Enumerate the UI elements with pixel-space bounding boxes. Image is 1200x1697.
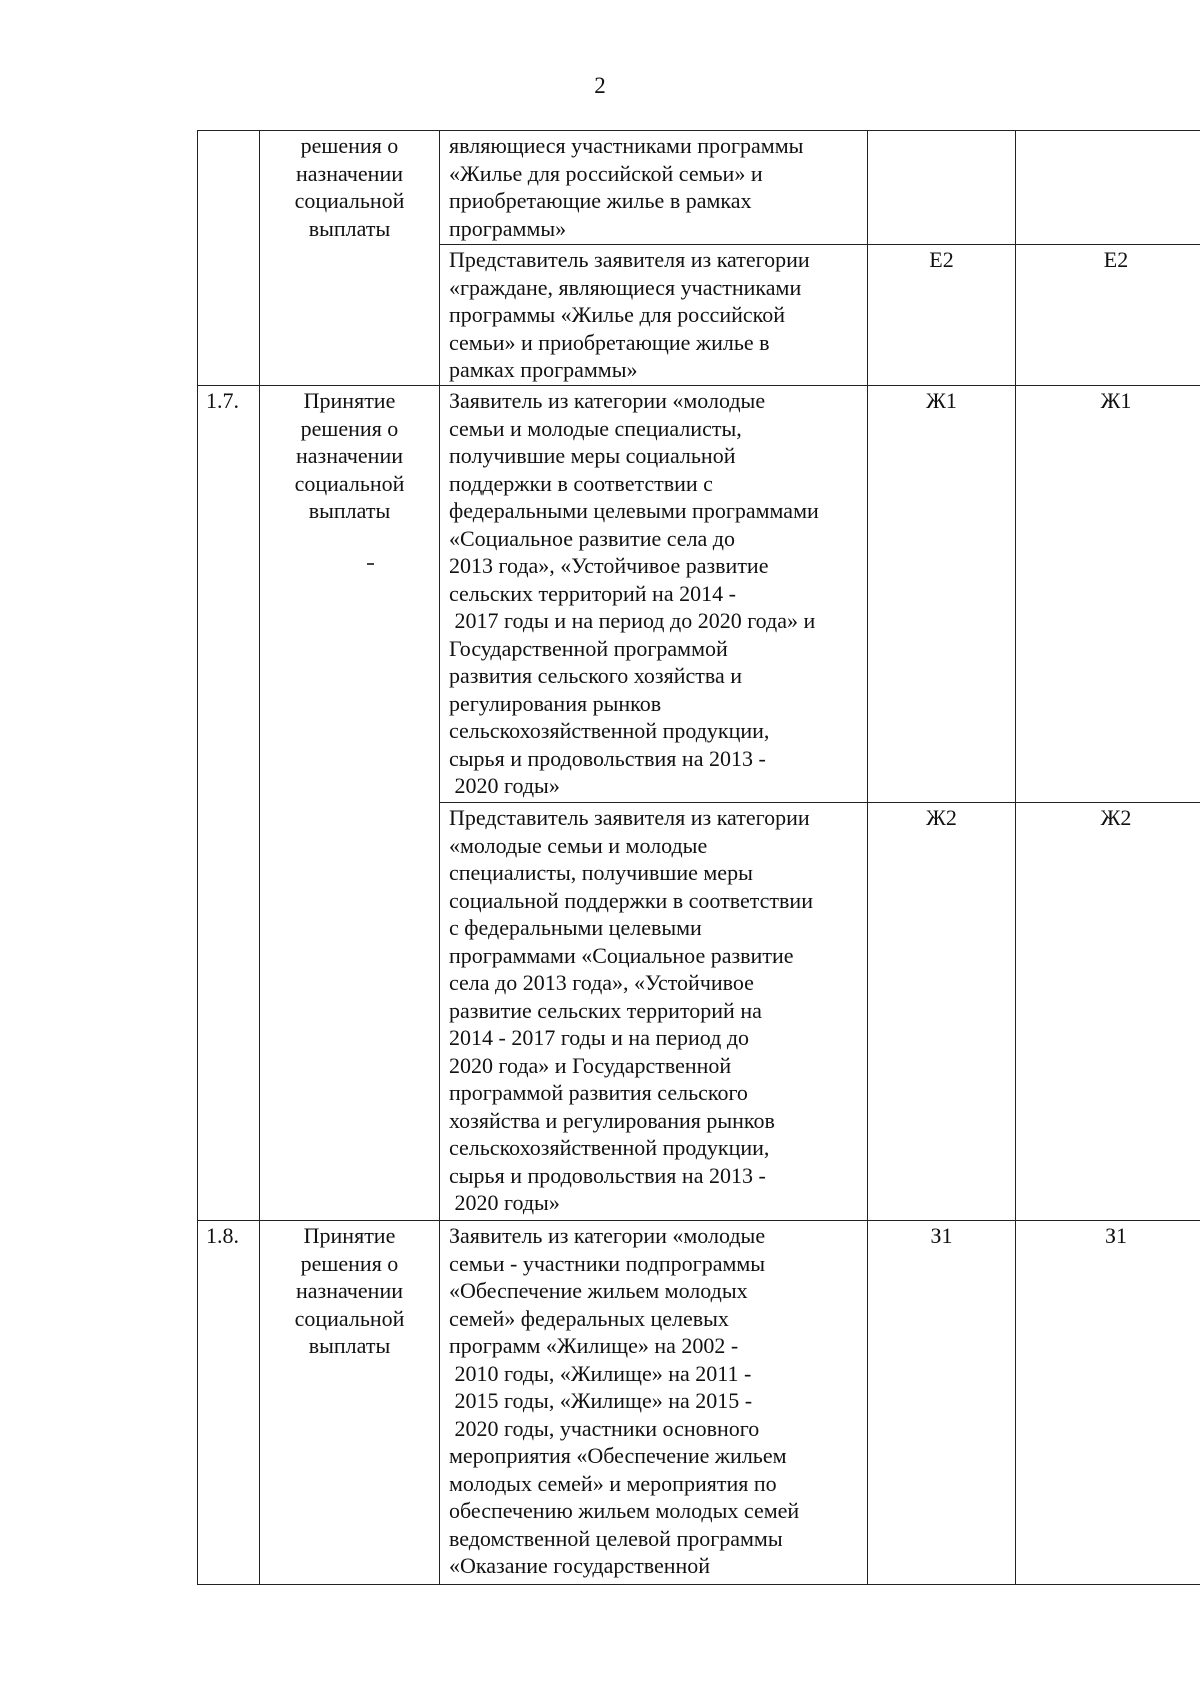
action-line: решения о <box>300 1250 399 1276</box>
description-cell <box>440 386 868 803</box>
page-number: 2 <box>594 73 606 98</box>
description-line: «Обеспечение жильем молодых <box>449 1278 748 1303</box>
services-table <box>197 130 1200 1585</box>
action-line: социальной <box>294 188 405 213</box>
row-number-cell: 1.7. <box>198 386 260 1221</box>
description-line: «Оказание государственной <box>449 1553 711 1578</box>
code-cell-a: З1 <box>868 1221 1016 1585</box>
description-line: 2013 года», «Устойчивое развитие <box>449 553 769 578</box>
description-line: поддержки в соответствии с <box>449 470 713 496</box>
description-line: семьи и молодые специалисты, <box>449 415 742 441</box>
description-line: Государственной программой <box>449 635 728 661</box>
description-line: 2015 годы, «Жилище» на 2015 - <box>449 1388 753 1413</box>
row-number-cell <box>198 131 260 386</box>
description-line: «Социальное развитие села до <box>449 525 735 551</box>
action-cell <box>260 386 440 1221</box>
code-cell-b: З1 <box>1016 1221 1200 1585</box>
description-cell <box>440 803 868 1221</box>
description-line: приобретающие жилье в рамках <box>449 188 752 213</box>
description-line: молодых семей» и мероприятия по <box>449 1470 777 1496</box>
description-line: специалисты, получившие меры <box>449 860 753 885</box>
description-line: регулирования рынков <box>449 690 662 716</box>
action-line: выплаты <box>308 215 391 241</box>
row-number-cell: 1.8. <box>198 1221 260 1585</box>
code-cell-b: Ж1 <box>1016 386 1200 803</box>
description-line: являющиеся участниками программы <box>449 133 804 158</box>
description-cell <box>440 245 868 386</box>
description-line: программы «Жилье для российской <box>449 302 785 327</box>
description-line: Представитель заявителя из категории <box>449 805 810 830</box>
description-cell <box>440 131 868 245</box>
description-line: 2020 года» и Государственной <box>449 1052 732 1078</box>
description-line: социальной поддержки в соответствии <box>449 887 813 913</box>
description-line: программы» <box>449 215 567 241</box>
action-line: выплаты <box>308 1333 391 1358</box>
action-line: Принятие <box>303 388 396 413</box>
description-line: Заявитель из категории «молодые <box>449 388 766 413</box>
action-line: решения о <box>300 415 399 441</box>
description-line: сельскохозяйственной продукции, <box>449 1135 770 1160</box>
description-line: сырья и продовольствия на 2013 - <box>449 1162 766 1188</box>
description-line: рамках программы» <box>449 357 638 382</box>
description-line: хозяйства и регулирования рынков <box>449 1107 775 1133</box>
description-line: развитие сельских территорий на <box>449 997 762 1023</box>
action-line: назначении <box>295 443 404 468</box>
code-cell-a: Е2 <box>868 245 1016 386</box>
code-cell-b: Ж2 <box>1016 803 1200 1221</box>
description-line: семьи - участники подпрограммы <box>449 1250 766 1276</box>
description-line: развития сельского хозяйства и <box>449 663 743 688</box>
description-line: семьи» и приобретающие жилье в <box>449 329 770 355</box>
description-line: 2020 годы, участники основного <box>449 1415 760 1441</box>
code-cell-a <box>868 131 1016 245</box>
code-cell-a: Ж2 <box>868 803 1016 1221</box>
description-line: «граждане, являющиеся участниками <box>449 274 802 300</box>
description-line: 2010 годы, «Жилище» на 2011 - <box>449 1360 752 1386</box>
description-line: Представитель заявителя из категории <box>449 247 810 272</box>
description-line: семей» федеральных целевых <box>449 1305 729 1331</box>
table-row <box>198 1221 1200 1585</box>
description-line: сырья и продовольствия на 2013 - <box>449 745 766 771</box>
description-line: обеспечению жильем молодых семей <box>449 1498 800 1523</box>
description-line: 2020 годы» <box>449 1190 560 1215</box>
code-cell-a: Ж1 <box>868 386 1016 803</box>
action-line: социальной <box>294 1305 405 1331</box>
description-line: 2017 годы и на период до 2020 года» и <box>449 608 816 633</box>
action-line: назначении <box>295 160 404 186</box>
description-cell <box>440 1221 868 1585</box>
description-line: мероприятия «Обеспечение жильем <box>449 1443 787 1468</box>
description-line: федеральными целевыми программами <box>449 498 819 523</box>
description-line: Заявитель из категории «молодые <box>449 1223 766 1248</box>
table-row <box>198 386 1200 803</box>
code-cell-b: Е2 <box>1016 245 1200 386</box>
action-line: назначении <box>295 1278 404 1303</box>
description-line: «молодые семьи и молодые <box>449 832 708 858</box>
description-line: села до 2013 года», «Устойчивое <box>449 970 754 995</box>
action-cell <box>260 131 440 386</box>
code-cell-b <box>1016 131 1200 245</box>
description-line: получившие меры социальной <box>449 443 736 468</box>
description-line: ведомственной целевой программы <box>449 1525 783 1551</box>
action-cell <box>260 1221 440 1585</box>
description-line: сельских территорий на 2014 - <box>449 580 736 606</box>
description-line: «Жилье для российской семьи» и <box>449 160 763 186</box>
action-line: решения о <box>300 133 399 158</box>
description-line: с федеральными целевыми <box>449 915 702 940</box>
action-line: Принятие <box>303 1223 396 1248</box>
description-line: программой развития сельского <box>449 1080 748 1105</box>
action-line: социальной <box>294 470 405 496</box>
description-line: программами «Социальное развитие <box>449 942 794 968</box>
action-line: выплаты <box>308 498 391 523</box>
description-line: 2014 - 2017 годы и на период до <box>449 1025 750 1050</box>
table-row <box>198 131 1200 245</box>
description-line: программ «Жилище» на 2002 - <box>449 1333 739 1358</box>
description-line: 2020 годы» <box>449 773 560 798</box>
description-line: сельскохозяйственной продукции, <box>449 718 770 743</box>
